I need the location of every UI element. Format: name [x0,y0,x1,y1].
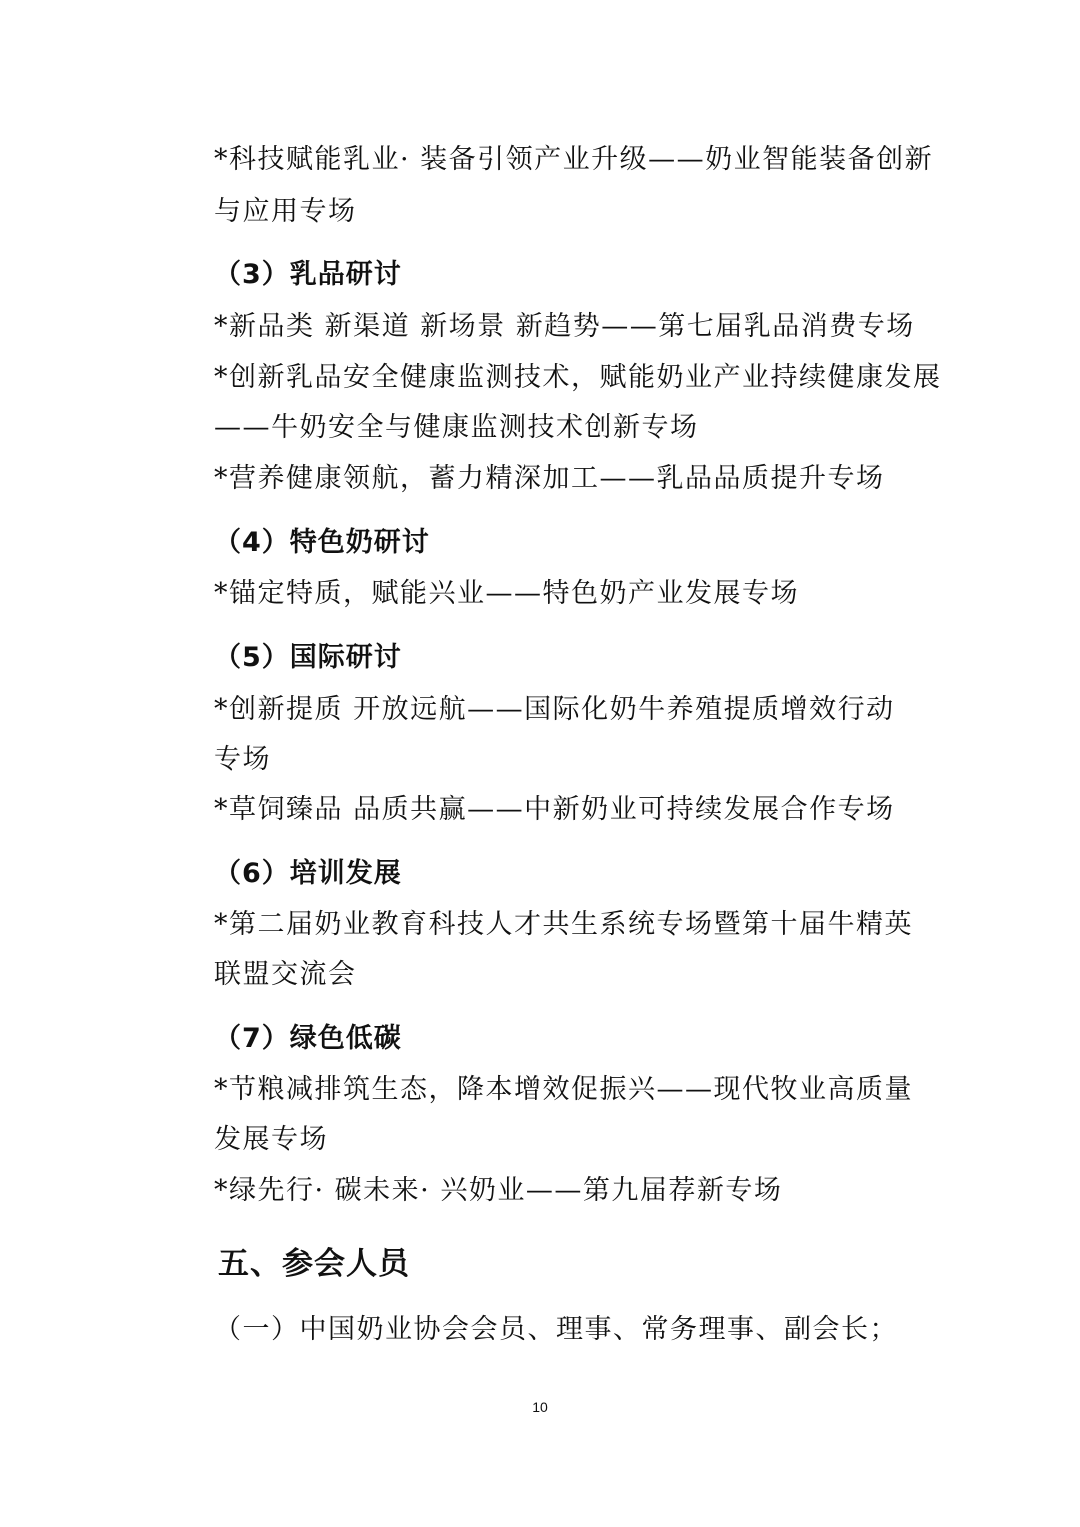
subsection-heading: （7）绿色低碳 [214,1023,402,1054]
subsection-heading: （5）国际研讨 [214,642,402,673]
list-item: *节粮减排筑生态，降本增效促振兴——现代牧业高质量 [214,1074,913,1105]
list-item-continuation: 发展专场 [214,1124,328,1155]
page-number: 10 [532,1399,548,1415]
list-item: *绿先行· 碳未来· 兴奶业——第九届荐新专场 [214,1175,783,1206]
subsection-heading: （3）乳品研讨 [214,259,402,290]
list-item: *锚定特质，赋能兴业——特色奶产业发展专场 [214,578,799,609]
list-item: *科技赋能乳业· 装备引领产业升级——奶业智能装备创新 [214,144,934,175]
list-item: *创新乳品安全健康监测技术，赋能奶业产业持续健康发展 [214,362,942,393]
subsection-heading: （6）培训发展 [214,858,402,889]
list-item-continuation: 联盟交流会 [214,959,357,990]
list-item-continuation: ——牛奶安全与健康监测技术创新专场 [214,412,699,443]
list-item: *创新提质 开放远航——国际化奶牛养殖提质增效行动 [214,694,895,725]
list-item: *草饲臻品 品质共赢——中新奶业可持续发展合作专场 [214,794,895,825]
list-item-continuation: 与应用专场 [214,196,357,227]
paragraph: （一）中国奶业协会会员、理事、常务理事、副会长； [214,1314,898,1345]
list-item: *新品类 新渠道 新场景 新趋势——第七届乳品消费专场 [214,311,915,342]
subsection-heading: （4）特色奶研讨 [214,527,430,558]
list-item: *第二届奶业教育科技人才共生系统专场暨第十届牛精英 [214,909,913,940]
list-item: *营养健康领航，蓄力精深加工——乳品品质提升专场 [214,463,885,494]
section-title: 五、参会人员 [218,1246,410,1282]
list-item-continuation: 专场 [214,744,271,775]
